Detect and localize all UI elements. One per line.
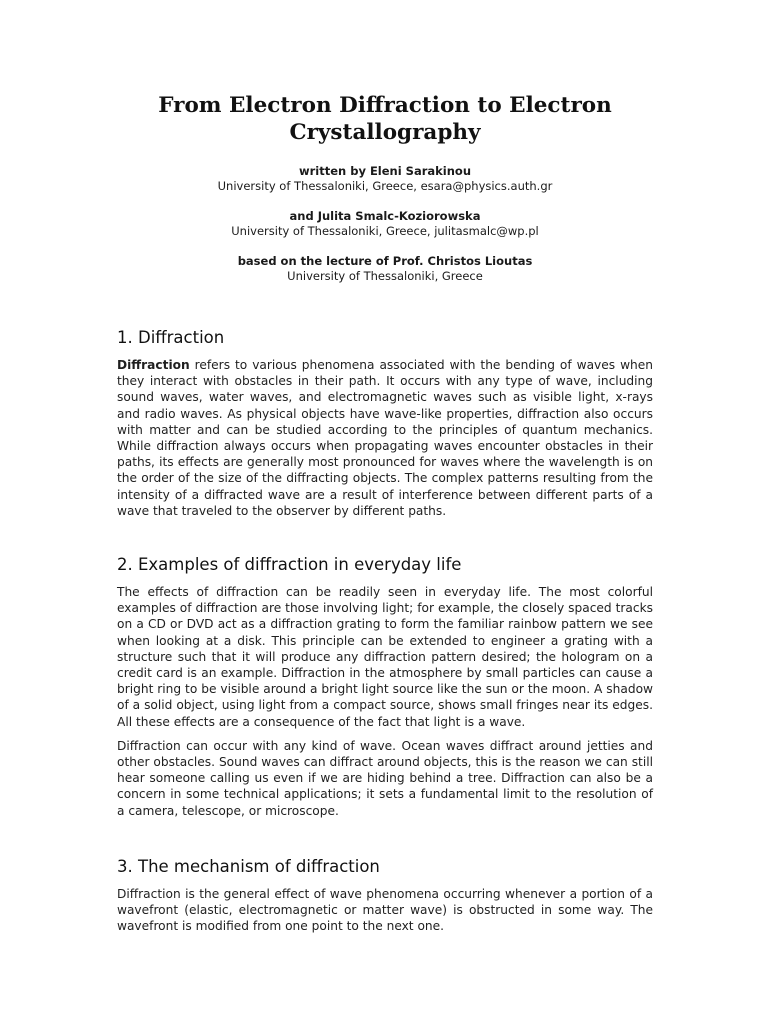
section-diffraction — [117, 328, 653, 527]
author-block — [117, 254, 653, 284]
author-block — [117, 164, 653, 194]
author-list — [117, 164, 653, 299]
lecture-credit: based on the lecture of Prof. Christos Lioutas — [237, 254, 533, 268]
author-block — [117, 209, 653, 239]
section-heading: 2. Examples of diffraction in everyday life — [117, 555, 462, 574]
lead-term: Diffraction — [117, 358, 190, 372]
paragraph: The effects of diffraction can be readily seen in everyday life. The most colorful examples of diffraction are those involving light; for example, the closely spaced tracks on a CD or DVD act as a diffraction grating to form the familiar rainbow pattern we see when looking at a disk. This principle can be extended to engineer a grating with a structure such that it will produce any diffraction pattern desired; the hologram on a credit card is an example. Diffraction in the atmosphere by small particles can cause a bright ring to be visible around a bright light source like the sun or the moon. A shadow of a solid object, using light from a compact source, shows small fringes near its edges. All these effects are a consequence of the fact that light is a wave. — [117, 585, 653, 729]
paper-title: From Electron Diffraction to Electron Crystallography — [158, 93, 612, 145]
section-heading: 3. The mechanism of diffraction — [117, 857, 380, 876]
paragraph-text: refers to various phenomena associated with the bending of waves when they interact with obstacles in their path. It occurs with any type of wave, including sound waves, water waves, and electromagnetic waves such as visible light, x-rays and radio waves. As physical objects have wave-like properties, diffraction also occurs with matter and can be studied according to the principles of quantum mechanics. While diffraction always occurs when propagating waves encounter obstacles in their paths, its effects are generally most pronounced for waves where the wavelength is on the order of the size of the diffracting objects. The complex patterns resulting from the intensity of a diffracted wave are a result of interference between different parts of a wave that traveled to the observer by different paths. — [117, 358, 653, 518]
author-name: written by Eleni Sarakinou — [298, 164, 472, 178]
author-affiliation: University of Thessaloniki, Greece — [287, 269, 483, 283]
paragraph: Diffraction can occur with any kind of wave. Ocean waves diffract around jetties and other obstacles. Sound waves can diffract around objects, this is the reason we can still hear someone calling us even if we are hiding behind a tree. Diffraction can also be a concern in some technical applications; it sets a fundamental limit to the resolution of a camera, telescope, or microscope. — [117, 738, 653, 818]
section-mechanism — [117, 857, 653, 943]
author-name: and Julita Smalc-Koziorowska — [289, 209, 481, 223]
paragraph — [117, 357, 653, 519]
author-affiliation: University of Thessaloniki, Greece, esara@physics.auth.gr — [217, 179, 553, 193]
paragraph: Diffraction is the general effect of wave phenomena occurring whenever a portion of a wavefront (elastic, electromagnetic or matter wave) is obstructed in some way. The wavefront is modified from one point to the next one. — [117, 887, 653, 934]
section-examples — [117, 555, 653, 827]
author-affiliation: University of Thessaloniki, Greece, julitasmalc@wp.pl — [231, 224, 539, 238]
section-heading: 1. Diffraction — [117, 328, 225, 347]
